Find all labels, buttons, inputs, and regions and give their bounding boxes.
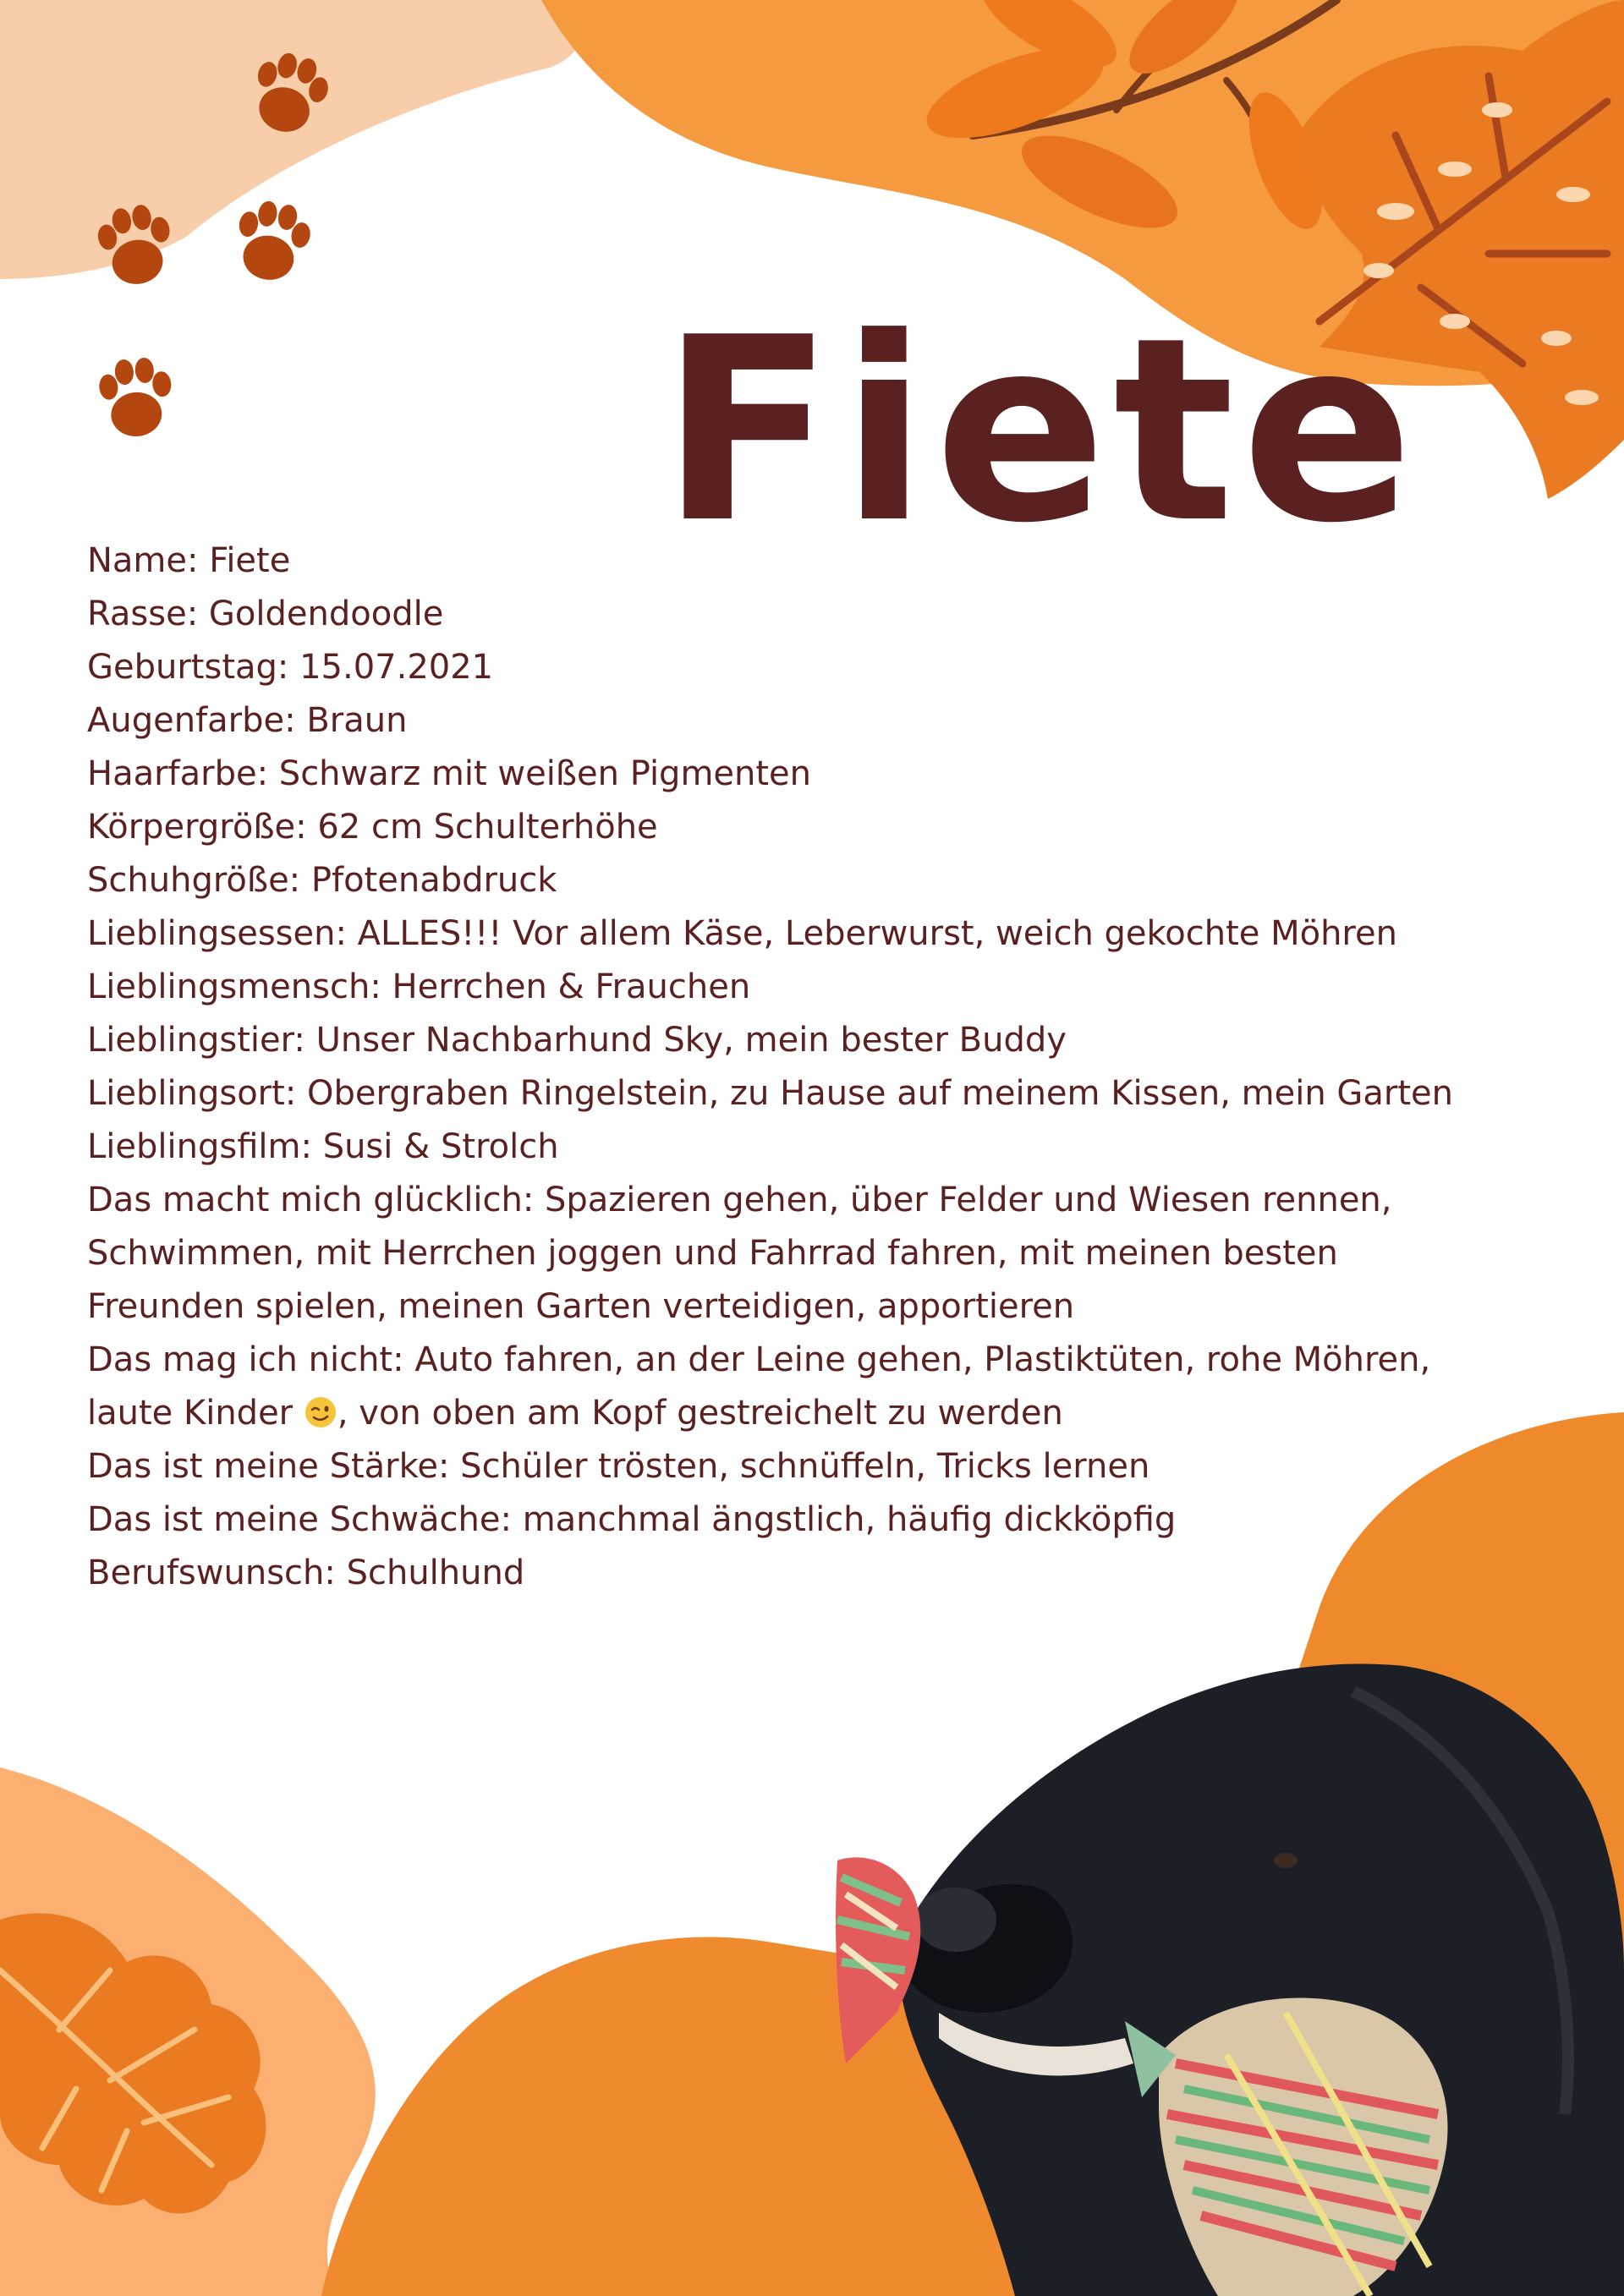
profile-item [87,961,1457,1014]
profile-item [87,854,1457,907]
profile-value: Schulhund [346,1553,525,1592]
profile-separator: : [256,754,279,793]
profile-label: Körpergröße [87,808,296,847]
profile-label: Das ist meine Stärke [87,1447,438,1486]
profile-item [87,748,1457,801]
profile-separator: : [288,861,311,900]
profile-value: Auto fahren, an der Leine gehen, Plastiktüten, rohe Möhren, laute Kinder [87,1340,1431,1433]
profile-separator: : [522,1181,546,1219]
profile-separator: : [392,1340,415,1379]
profile-value: Susi & Strolch [322,1127,559,1166]
profile-value: Pfotenabdruck [310,861,557,900]
profile-value: manchmal ängstlich, häufig dickköpfig [522,1500,1177,1539]
profile-item [87,1014,1457,1067]
profile-label: Geburtstag [87,648,277,687]
profile-separator: : [437,1447,461,1486]
profile-item [87,1440,1457,1493]
profile-label: Name [87,541,188,580]
profile-value: Unser Nachbarhund Sky, mein bester Buddy [315,1021,1067,1060]
peach-blob-top-left [0,0,579,279]
profile-separator: : [284,701,307,740]
profile-separator: : [294,1021,316,1060]
profile-item [87,1067,1457,1121]
profile-label: Rasse [87,595,187,633]
profile-value: Spazieren gehen, über Felder und Wiesen rennen, Schwimmen, mit Herrchen joggen und Fahrrad fahren, mit meinen besten Freunden spielen, meinen Garten verteidigen, apportieren [87,1181,1392,1326]
profile-item [87,694,1457,748]
profile-value: Schwarz mit weißen Pigmenten [278,754,812,793]
profile-value: Braun [306,701,408,740]
page-title: Fiete [660,283,1421,578]
profile-separator: : [277,648,300,687]
profile-label: Das macht mich glücklich [87,1181,523,1219]
profile-value: Obergraben Ringelstein, zu Hause auf meinem Kissen, mein Garten [307,1074,1453,1113]
winking-face-icon [304,1395,337,1429]
profile-label: Berufswunsch [87,1553,325,1592]
profile-value: Herrchen & Frauchen [392,967,751,1006]
profile-label: Das mag ich nicht [87,1340,393,1379]
profile-value: 15.07.2021 [299,648,494,687]
profile-value-continued: , von oben am Kopf gestreichelt zu werden [337,1394,1063,1433]
profile-separator: : [300,1127,323,1166]
profile-item [87,1334,1457,1440]
profile-item [87,588,1457,641]
profile-item [87,1174,1457,1334]
profile-label: Lieblingsfilm [87,1127,301,1166]
profile-separator: : [324,1553,347,1592]
profile-value: ALLES!!! Vor allem Käse, Leberwurst, weich gekochte Möhren [357,914,1397,953]
profile-label: Lieblingstier [87,1021,294,1060]
profile-separator: : [187,541,210,580]
profile-label: Augenfarbe [87,701,285,740]
profile-item [87,801,1457,854]
profile-label: Lieblingsessen [87,914,336,953]
profile-item [87,1121,1457,1174]
profile-item [87,641,1457,694]
profile-value: Goldendoodle [208,595,444,633]
profile-value: Schüler trösten, schnüffeln, Tricks lernen [460,1447,1150,1486]
profile-value: Fiete [209,541,291,580]
profile-label: Das ist meine Schwäche [87,1500,501,1539]
profile-separator: : [370,967,392,1006]
profile-value: 62 cm Schulterhöhe [317,808,658,847]
profile-label: Schuhgröße [87,861,289,900]
profile-separator: : [186,595,209,633]
profile-separator: : [500,1500,523,1539]
profile-item [87,1493,1457,1547]
profile-item [87,534,1457,588]
profile-separator: : [335,914,358,953]
profile-list [87,534,1457,1600]
profile-item [87,907,1457,961]
profile-separator: : [295,808,318,847]
profile-item [87,1547,1457,1600]
profile-separator: : [284,1074,308,1113]
profile-label: Lieblingsort [87,1074,285,1113]
profile-label: Haarfarbe [87,754,257,793]
profile-label: Lieblingsmensch [87,967,370,1006]
